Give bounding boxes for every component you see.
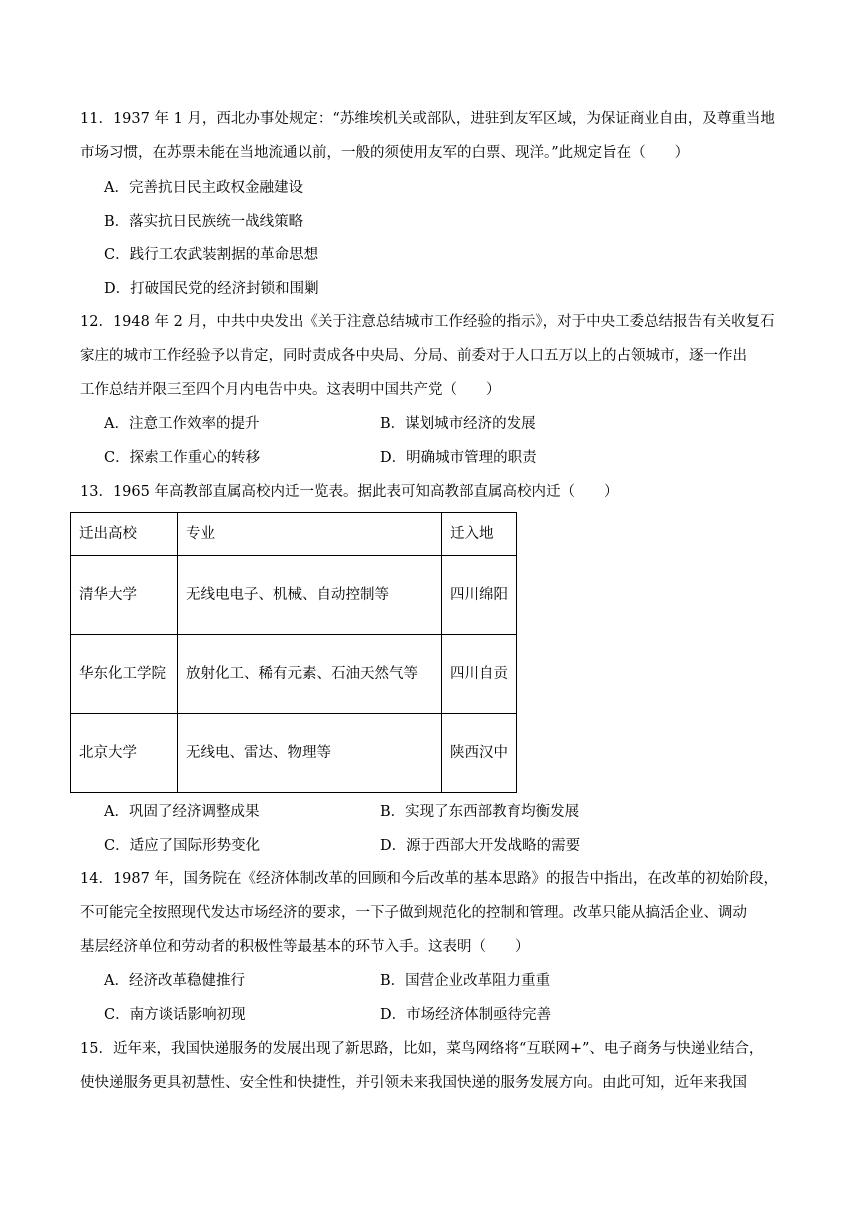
table-cell: 无线电电子、机械、自动控制等 bbox=[178, 556, 442, 635]
q13-stem: 13．1965 年高教部直属高校内迁一览表。据此表可知高教部直属高校内迁（ ） bbox=[80, 484, 619, 500]
q11-stem-line1: 11．1937 年 1 月，西北办事处规定：“苏维埃机关或部队，进驻到友军区域，为保证商业自由，及尊重当地 bbox=[80, 111, 775, 127]
table-cell: 北京大学 bbox=[71, 714, 178, 793]
table-cell: 四川绵阳 bbox=[442, 556, 517, 635]
q12-option-c: C．探索工作重心的转移 bbox=[104, 450, 261, 466]
table-cell: 华东化工学院 bbox=[71, 635, 178, 714]
table-row bbox=[71, 635, 517, 714]
q11-option-b: B．落实抗日民族统一战线策略 bbox=[104, 214, 304, 230]
table-row bbox=[71, 714, 517, 793]
q13-option-b: B．实现了东西部教育均衡发展 bbox=[380, 804, 580, 820]
q14-stem-line3: 基层经济单位和劳动者的积极性等最基本的环节入手。这表明（ ） bbox=[80, 939, 530, 955]
table-header-row bbox=[71, 513, 517, 556]
q14-option-b: B．国营企业改革阻力重重 bbox=[380, 973, 551, 989]
q12-stem-line1: 12．1948 年 2 月，中共中央发出《关于注意总结城市工作经验的指示》，对于中央工委总结报告有关收复石 bbox=[80, 314, 775, 330]
table-row bbox=[71, 556, 517, 635]
table-cell: 无线电、雷达、物理等 bbox=[178, 714, 442, 793]
table-header-cell: 迁出高校 bbox=[71, 513, 178, 556]
q15-stem-line1: 15．近年来，我国快递服务的发展出现了新思路，比如，菜鸟网络将“互联网+”、电子商务与快递业结合， bbox=[80, 1041, 764, 1057]
q15-stem-line2: 使快递服务更具初慧性、安全性和快捷性，并引领未来我国快递的服务发展方向。由此可知，近年来我国 bbox=[80, 1075, 747, 1091]
q12-option-b: B．谋划城市经济的发展 bbox=[380, 416, 536, 432]
table-cell: 放射化工、稀有元素、石油天然气等 bbox=[178, 635, 442, 714]
q14-stem-line2: 不可能完全按照现代发达市场经济的要求，一下子做到规范化的控制和管理。改革只能从搞活企业、调动 bbox=[80, 905, 747, 921]
q14-option-d: D．市场经济体制亟待完善 bbox=[380, 1007, 552, 1023]
table-cell: 清华大学 bbox=[71, 556, 178, 635]
q11-option-d: D．打破国民党的经济封锁和围剿 bbox=[104, 281, 319, 297]
table-header-cell: 迁入地 bbox=[442, 513, 517, 556]
q14-option-a: A．经济改革稳健推行 bbox=[104, 973, 245, 989]
q12-stem-line2: 家庄的城市工作经验予以肯定，同时责成各中央局、分局、前委对于人口五万以上的占领城市，逐一作出 bbox=[80, 348, 747, 364]
q14-option-c: C．南方谈话影响初现 bbox=[104, 1007, 246, 1023]
q13-option-a: A．巩固了经济调整成果 bbox=[104, 804, 260, 820]
q11-option-a: A．完善抗日民主政权金融建设 bbox=[104, 180, 303, 196]
table-cell: 陕西汉中 bbox=[442, 714, 517, 793]
q11-stem-line2: 市场习惯，在苏票未能在当地流通以前，一般的须使用友军的白票、现洋。”此规定旨在（ ） bbox=[80, 145, 690, 161]
q14-stem-line1: 14．1987 年，国务院在《经济体制改革的回顾和今后改革的基本思路》的报告中指出，在改革的初始阶段， bbox=[80, 871, 778, 887]
q13-option-c: C．适应了国际形势变化 bbox=[104, 838, 261, 854]
table-cell: 四川自贡 bbox=[442, 635, 517, 714]
q12-stem-line3: 工作总结并限三至四个月内电告中央。这表明中国共产党（ ） bbox=[80, 382, 501, 398]
q13-option-d: D．源于西部大开发战略的需要 bbox=[380, 838, 581, 854]
q13-table bbox=[70, 512, 517, 793]
q11-option-c: C．践行工农武装割据的革命思想 bbox=[104, 247, 319, 263]
q12-option-d: D．明确城市管理的职责 bbox=[380, 450, 537, 466]
q12-option-a: A．注意工作效率的提升 bbox=[104, 416, 260, 432]
table-header-cell: 专业 bbox=[178, 513, 442, 556]
